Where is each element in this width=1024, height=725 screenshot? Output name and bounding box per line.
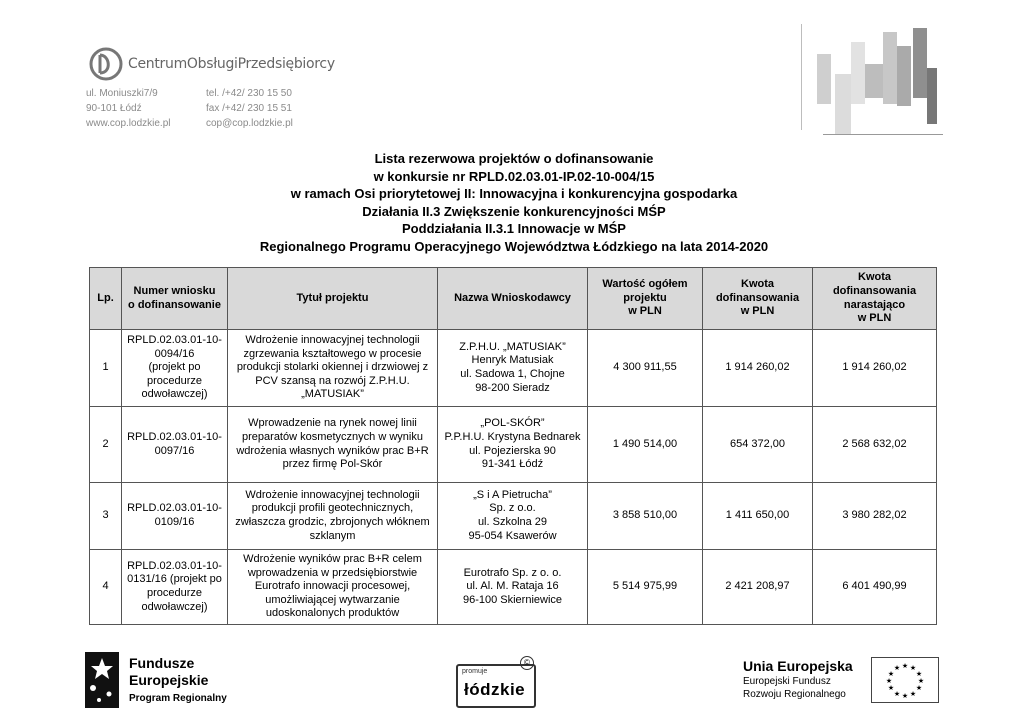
eu-sub-2: Rozwoju Regionalnego	[743, 689, 846, 700]
bars-graphic	[805, 24, 945, 136]
svg-text:★: ★	[909, 665, 917, 672]
header-wartosc: Wartość ogółem projektu w PLN	[588, 268, 703, 330]
cell-wnioskodawca: „S i A Pietrucha” Sp. z o.o. ul. Szkolna 29 95-054 Ksawerów	[438, 483, 588, 550]
fax: fax /+42/ 230 15 51	[206, 103, 292, 114]
cell-lp: 2	[90, 407, 122, 483]
header-kwota: Kwota dofinansowania w PLN	[703, 268, 813, 330]
title-line: Działania II.3 Zwiększenie konkurencyjności MŚP	[362, 203, 666, 219]
svg-text:★: ★	[901, 663, 909, 670]
header-tytul: Tytuł projektu	[228, 268, 438, 330]
svg-text:★: ★	[909, 691, 917, 698]
table-header-row	[90, 268, 937, 330]
eu-flag-icon	[871, 657, 939, 703]
cell-wnioskodawca: „POL-SKÓR” P.P.H.U. Krystyna Bednarek ul. Pojezierska 90 91-341 Łódź	[438, 407, 588, 483]
header-numer: Numer wniosku o dofinansowanie	[122, 268, 228, 330]
cell-lp: 1	[90, 330, 122, 407]
title-line: w konkursie nr RPLD.02.03.01-IP.02-10-004/15	[373, 168, 655, 184]
fundusze-europejskie-logo	[85, 650, 227, 710]
fe-subtitle: Program Regionalny	[129, 692, 227, 704]
lodzkie-label: łódzkie	[464, 680, 526, 699]
title-line: Poddziałania II.3.1 Innowacje w MŚP	[402, 221, 626, 237]
eu-sub-1: Europejski Fundusz	[743, 676, 831, 687]
cell-narastajaco: 1 914 260,02	[813, 330, 937, 407]
cell-kwota: 654 372,00	[703, 407, 813, 483]
cell-wnioskodawca: Z.P.H.U. „MATUSIAK” Henryk Matusiak ul. Sadowa 1, Chojne 98-200 Sieradz	[438, 330, 588, 407]
title-line: w ramach Osi priorytetowej II: Innowacyjna i konkurencyjna gospodarka	[290, 186, 738, 202]
eu-title: Unia Europejska	[743, 658, 853, 674]
svg-text:★: ★	[901, 693, 909, 700]
eu-text-block	[743, 657, 853, 701]
reserve-list-table	[89, 267, 937, 625]
fe-line-1: Fundusze	[129, 654, 195, 671]
cell-wartosc: 4 300 911,55	[588, 330, 703, 407]
cell-kwota: 1 914 260,02	[703, 330, 813, 407]
table-row	[90, 407, 937, 483]
document-title	[100, 150, 928, 256]
cell-wartosc: 3 858 510,00	[588, 483, 703, 550]
cell-narastajaco: 3 980 282,02	[813, 483, 937, 550]
cell-narastajaco: 6 401 490,99	[813, 550, 937, 625]
svg-text:★: ★	[893, 691, 901, 698]
cell-numer: RPLD.02.03.01-10- 0109/16	[122, 483, 228, 550]
svg-text:★: ★	[917, 678, 925, 685]
cell-tytul: Wdrożenie wyników prac B+R celem wprowadzenia w przedsiębiorstwie Eurotrafo innowacji procesowej, umożliwiającej wytwarzanie udoskonalonych produktów	[228, 550, 438, 625]
header-narastajaco: Kwota dofinansowania narastająco w PLN	[813, 268, 937, 330]
title-line: Regionalnego Programu Operacyjnego Województwa Łódzkiego na lata 2014-2020	[259, 238, 769, 254]
cell-wartosc: 1 490 514,00	[588, 407, 703, 483]
title-line: Lista rezerwowa projektów o dofinansowanie	[374, 151, 654, 166]
svg-text:★: ★	[915, 685, 923, 692]
cell-lp: 4	[90, 550, 122, 625]
svg-text:★: ★	[887, 671, 895, 678]
cell-numer: RPLD.02.03.01-10- 0097/16	[122, 407, 228, 483]
org-name: CentrumObsługiPrzedsiębiorcy	[128, 56, 335, 72]
address-city: 90-101 Łódź	[86, 103, 142, 114]
cell-wartosc: 5 514 975,99	[588, 550, 703, 625]
cell-kwota: 1 411 650,00	[703, 483, 813, 550]
cell-narastajaco: 2 568 632,02	[813, 407, 937, 483]
svg-text:★: ★	[915, 671, 923, 678]
phone: tel. /+42/ 230 15 50	[206, 88, 292, 99]
cell-tytul: Wdrożenie innowacyjnej technologii zgrzewania kształtowego w procesie produkcji stolarki okiennej i drzwiowej z PCV szansą na rozwój Z.P.H.U. „MATUSIAK”	[228, 330, 438, 407]
svg-text:★: ★	[893, 665, 901, 672]
copyright-icon: ©	[520, 656, 534, 670]
table-row	[90, 330, 937, 407]
cell-lp: 3	[90, 483, 122, 550]
website: www.cop.lodzkie.pl	[86, 118, 171, 129]
header-divider	[801, 24, 802, 130]
address-street: ul. Moniuszki7/9	[86, 88, 158, 99]
table-row	[90, 483, 937, 550]
cop-logo-icon	[88, 46, 124, 82]
header-lp: Lp.	[90, 268, 122, 330]
svg-text:★: ★	[887, 685, 895, 692]
cop-logo	[88, 44, 335, 84]
cell-numer: RPLD.02.03.01-10- 0131/16 (projekt po procedurze odwoławczej)	[122, 550, 228, 625]
email: cop@cop.lodzkie.pl	[206, 118, 293, 129]
cell-tytul: Wdrożenie innowacyjnej technologii produkcji profili geotechnicznych, zwłaszcza grodzic, zbrojonych włóknem szklanym	[228, 483, 438, 550]
cell-numer: RPLD.02.03.01-10- 0094/16 (projekt po procedurze odwoławczej)	[122, 330, 228, 407]
lodzkie-small-label: promuje	[462, 668, 488, 675]
table-row	[90, 550, 937, 625]
header-wnioskodawca: Nazwa Wnioskodawcy	[438, 268, 588, 330]
cell-wnioskodawca: Eurotrafo Sp. z o. o. ul. Al. M. Rataja 16 96-100 Skierniewice	[438, 550, 588, 625]
promuje-lodzkie-logo	[456, 664, 536, 708]
cell-kwota: 2 421 208,97	[703, 550, 813, 625]
fe-line-2: Europejskie	[129, 671, 209, 688]
cell-tytul: Wprowadzenie na rynek nowej linii preparatów kosmetycznych w wyniku wdrożenia własnych wyników prac B+R przez firmę Pol-Skór	[228, 407, 438, 483]
fe-star-icon	[85, 652, 119, 708]
svg-text:★: ★	[885, 678, 893, 685]
